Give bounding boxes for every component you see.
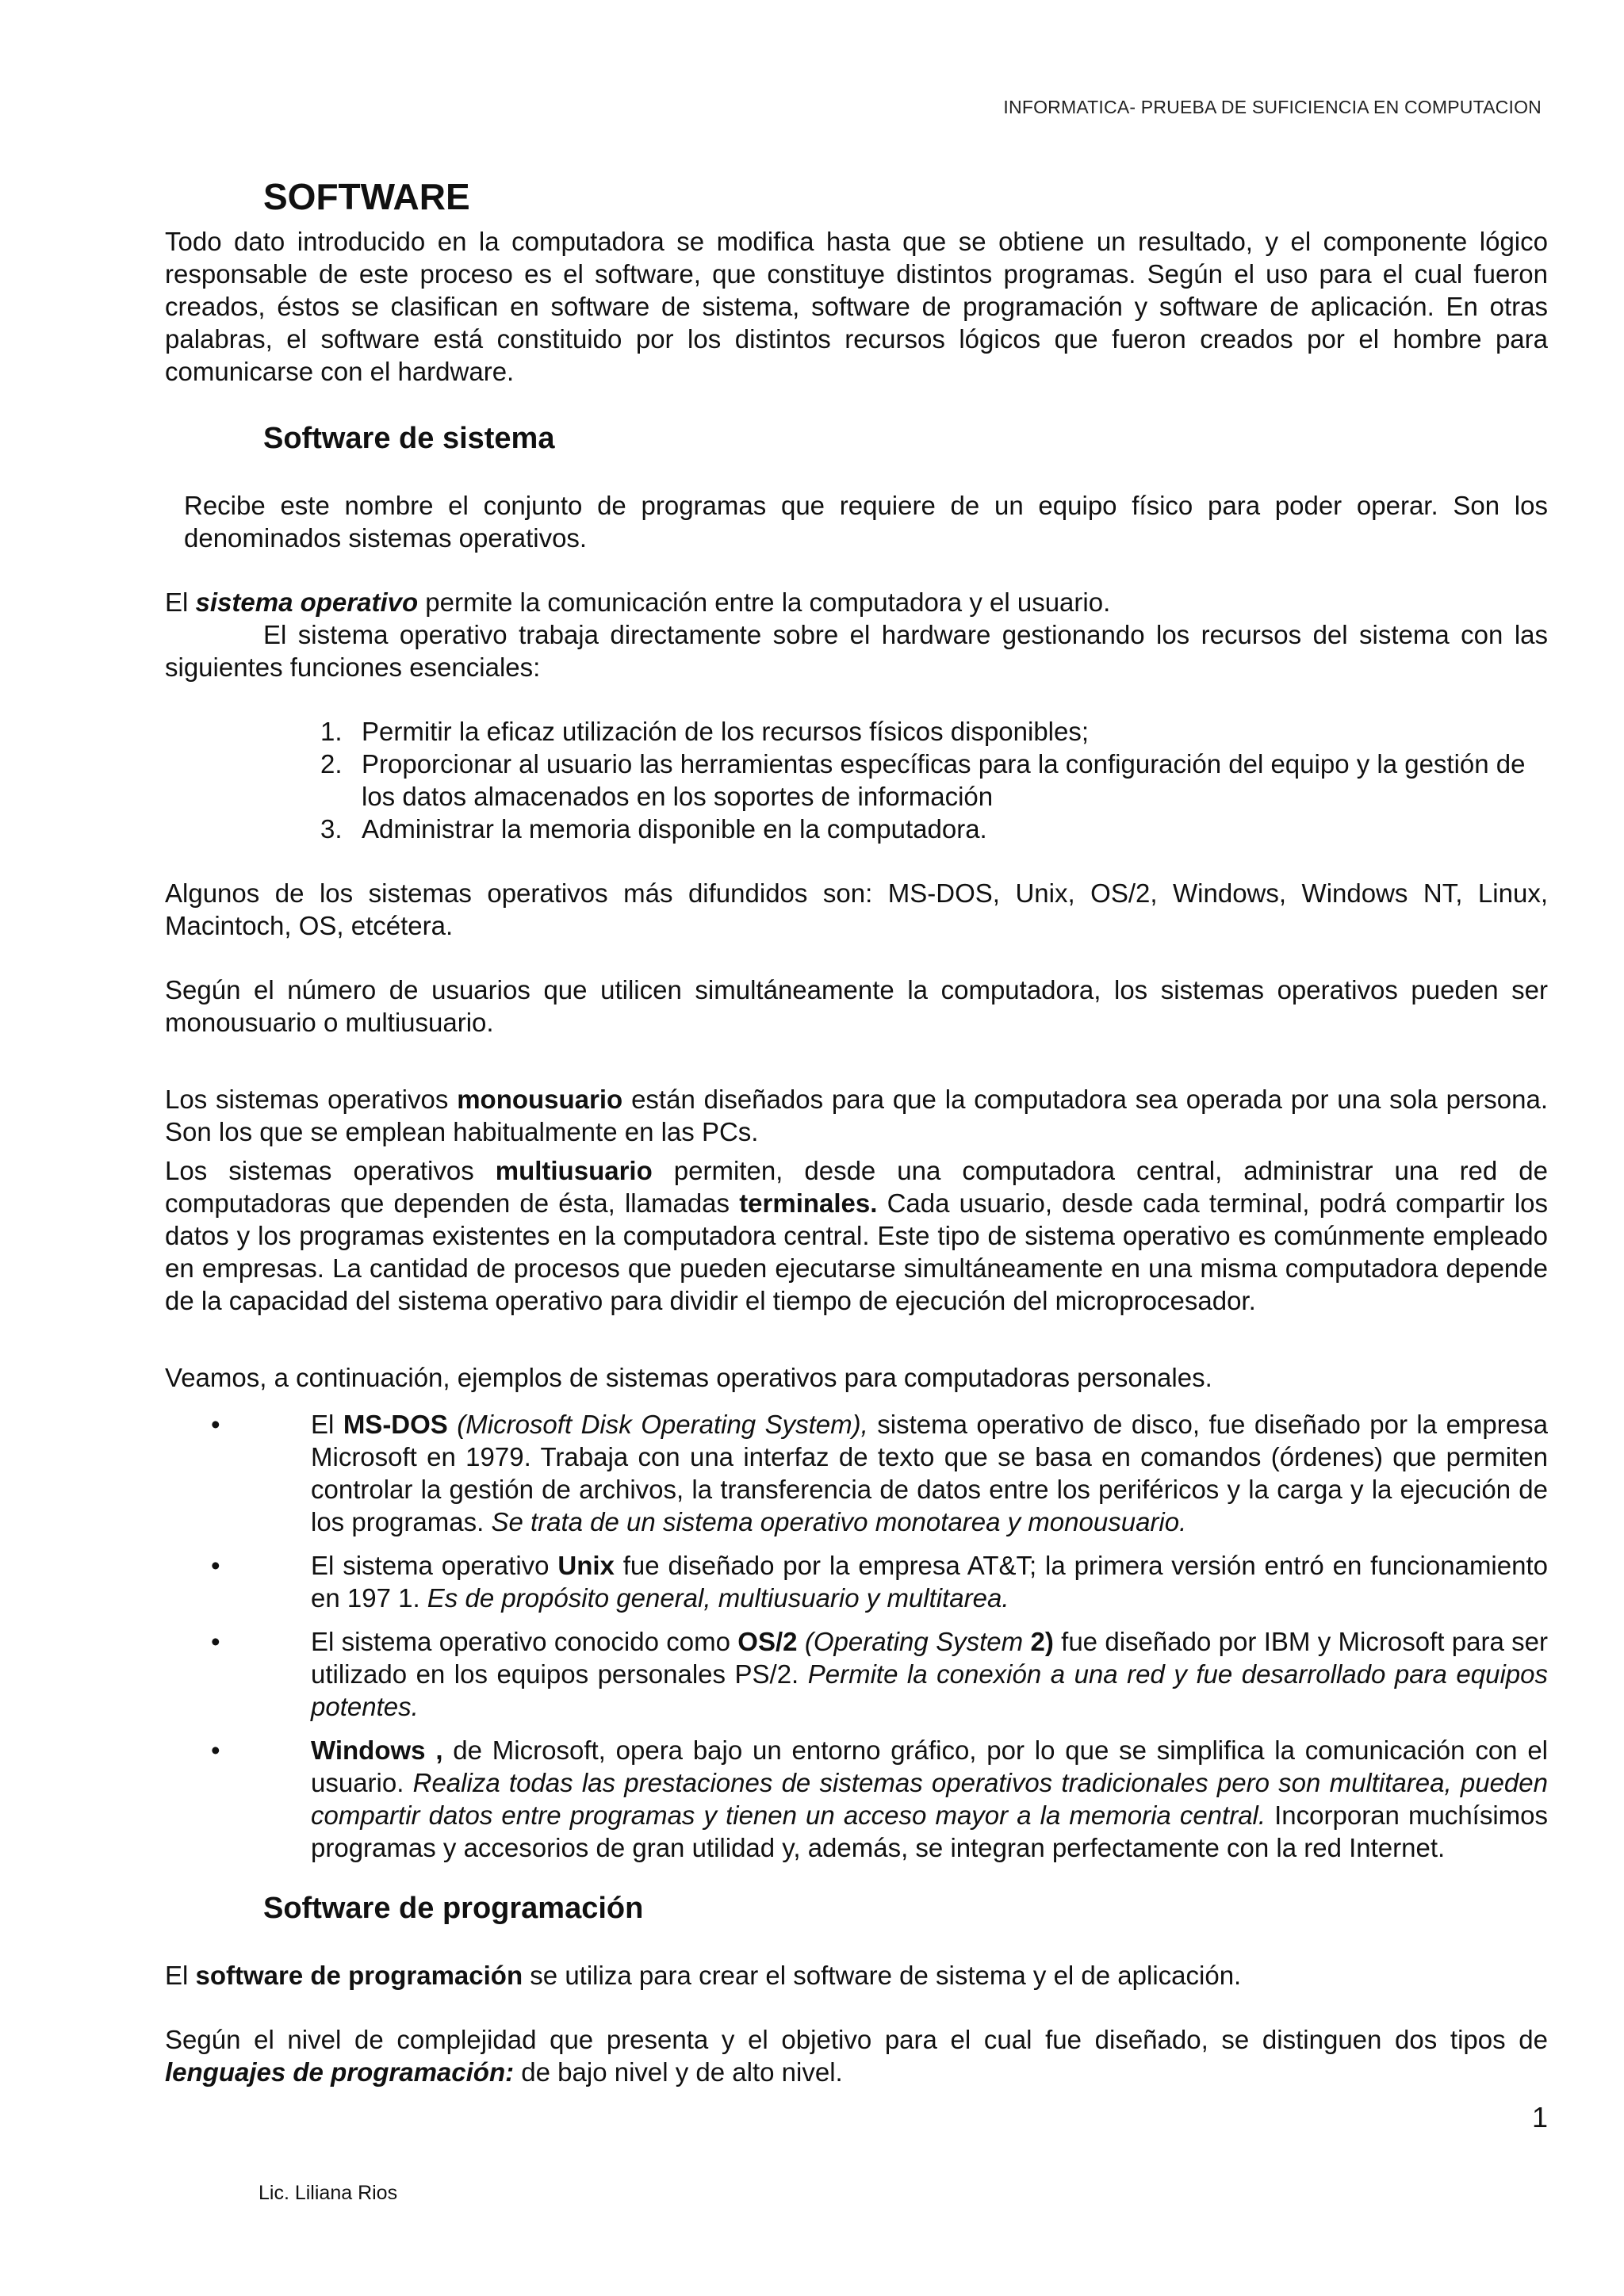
bullet-icon: •	[211, 1735, 220, 1765]
common-os-paragraph: Algunos de los sistemas operativos más difundidos son: MS-DOS, Unix, OS/2, Windows, Windows NT, Linux, Macintoch, OS, etcétera.	[165, 878, 1548, 940]
list-item: 3. Administrar la memoria disponible en la computadora.	[320, 814, 987, 844]
bullet-icon: •	[211, 1551, 220, 1580]
page-number: 1	[1531, 2101, 1548, 2133]
bullet-icon: •	[211, 1410, 220, 1439]
intro-paragraph: Todo dato introducido en la computadora se modifica hasta que se obtiene un resultado, y el componente lógico responsable de este proceso es el software, que constituye distintos programas. Según el uso para el cual fueron creados, éstos se clasifican en software de sistema, software de programación y software de aplicación. En otras palabras, el software está constituido por los distintos recursos lógicos que fueron creados por el hombre para comunicarse con el hardware.	[165, 227, 1548, 386]
running-header: INFORMATICA- PRUEBA DE SUFICIENCIA EN COMPUTACION	[1003, 97, 1542, 117]
monousuario-paragraph: Los sistemas operativos monousuario están diseñados para que la computadora sea operada por una sola persona. Son los que se emplean habitualmente en las PCs.	[165, 1085, 1548, 1146]
document-body	[165, 174, 1548, 2088]
list-item: 2. Proporcionar al usuario las herramientas específicas para la configuración del equipo y la gestión de los datos almacenados en los soportes de información	[320, 749, 1526, 811]
os-functions-list	[165, 715, 1548, 845]
os-definition: El sistema operativo permite la comunicación entre la computadora y el usuario.	[165, 587, 1111, 617]
os-term: sistema operativo	[195, 587, 419, 617]
document-title: SOFTWARE	[263, 176, 470, 217]
list-item-windows: • Windows , de Microsoft, opera bajo un entorno gráfico, por lo que se simplifica la comunicación con el usuario. Realiza todas las prestaciones de sistemas operativos tradicionales pero son multitarea, pueden compartir datos entre programas y tienen un acceso mayor a la memoria central. Incorporan muchísimos programas y accesorios de gran utilidad y, además, se integran perfectamente con la red Internet.	[211, 1735, 1549, 1862]
programming-paragraph-1: El software de programación se utiliza para crear el software de sistema y el de aplicación.	[165, 1961, 1242, 1990]
examples-intro: Veamos, a continuación, ejemplos de sistemas operativos para computadoras personales.	[165, 1363, 1212, 1392]
section-title-programming: Software de programación	[263, 1892, 644, 1925]
multiusuario-paragraph: Los sistemas operativos multiusuario permiten, desde una computadora central, administrar una red de computadoras que dependen de ésta, llamadas terminales. Cada usuario, desde cada terminal, podrá compartir los datos y los programas existentes en la computadora central. Este tipo de sistema operativo es comúnmente empleado en empresas. La cantidad de procesos que pueden ejecutarse simultáneamente en una misma computadora depende de la capacidad del sistema operativo para dividir el tiempo de ejecución del microprocesador.	[165, 1156, 1549, 1315]
footer-author: Lic. Liliana Rios	[259, 2182, 398, 2204]
system-definition: Recibe este nombre el conjunto de programas que requiere de un equipo físico para poder operar. Son los denominados sistemas operativos.	[184, 491, 1548, 553]
section-title-system: Software de sistema	[263, 422, 555, 455]
list-item-msdos: • El MS-DOS (Microsoft Disk Operating System), sistema operativo de disco, fue diseñado por la empresa Microsoft en 1979. Trabaja con una interfaz de texto que se basa en comandos (órdenes) que permiten controlar la gestión de archivos, la transferencia de datos entre los periféricos y la carga y la ejecución de los programas. Se trata de un sistema operativo monotarea y monousuario.	[211, 1410, 1548, 1536]
bullet-icon: •	[211, 1627, 220, 1656]
os-functions-intro: El sistema operativo trabaja directamente sobre el hardware gestionando los recursos del sistema con las siguientes funciones esenciales:	[165, 620, 1548, 682]
programming-paragraph-2: Según el nivel de complejidad que presenta y el objetivo para el cual fue diseñado, se distinguen dos tipos de lenguajes de programación: de bajo nivel y de alto nivel.	[165, 2025, 1548, 2087]
list-item-unix: • El sistema operativo Unix fue diseñado por la empresa AT&T; la primera versión entró en funcionamiento en 197 1. Es de propósito general, multiusuario y multitarea.	[211, 1551, 1548, 1613]
os-examples-list	[165, 1408, 1548, 1864]
list-item-os2: • El sistema operativo conocido como OS/2 (Operating System 2) fue diseñado por IBM y Microsoft para ser utilizado en los equipos personales PS/2. Permite la conexión a una red y fue desarrollado para equipos potentes.	[211, 1627, 1548, 1721]
users-classification-paragraph: Según el número de usuarios que utilicen simultáneamente la computadora, los sistemas operativos pueden ser monousuario o multiusuario.	[165, 975, 1548, 1037]
list-item: 1. Permitir la eficaz utilización de los recursos físicos disponibles;	[320, 717, 1090, 746]
